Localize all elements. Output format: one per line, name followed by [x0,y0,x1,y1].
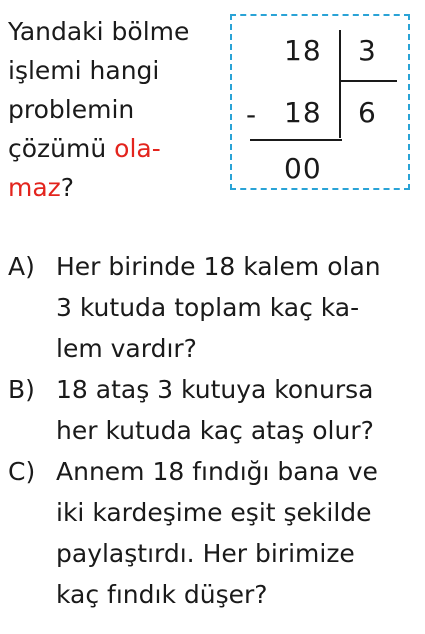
option-c-line-3: paylaştırdı. Her birimize [56,539,355,568]
option-c-line-2: iki kardeşime eşit şekilde [56,498,372,527]
option-b-text-1: 18 ataş 3 kutuya konursa [56,375,374,404]
question-line-5-red: maz [8,173,61,202]
option-b-letter: B) [8,375,35,404]
option-a-line-1 [8,246,416,287]
minus-sign: - [246,98,258,131]
option-b-line-2: her kutuda kaç ataş olur? [56,416,374,445]
question-line-5-black: ? [60,173,75,202]
option-c-letter: C) [8,457,36,486]
question-line-3: problemin [8,95,135,124]
option-c[interactable] [8,451,416,615]
question-line-2: işlemi hangi [8,56,160,85]
question-line-4-black: çözümü [8,134,115,163]
divisor: 3 [358,34,377,67]
option-c-line-1 [8,451,416,492]
quotient: 6 [358,96,377,129]
question-line-5 [8,168,220,207]
quotient-underline [339,80,397,82]
options-list [8,246,416,615]
option-c-text-1: Annem 18 fındığı bana ve [56,457,378,486]
option-a-line-2: 3 kutuda toplam kaç ka- [56,293,360,322]
question-text [8,12,220,207]
option-b[interactable] [8,369,416,451]
remainder: 00 [284,152,322,185]
division-vertical-line [339,30,341,138]
option-a[interactable] [8,246,416,369]
division-box [230,14,410,190]
subtrahend: 18 [284,96,322,129]
subtraction-line [250,139,342,141]
option-a-letter: A) [8,252,35,281]
dividend: 18 [284,34,322,67]
question-line-4-red: ola- [114,134,161,163]
option-b-line-1 [8,369,416,410]
question-line-1: Yandaki bölme [8,17,190,46]
option-c-line-4: kaç fındık düşer? [56,580,268,609]
question-line-4 [8,129,220,168]
option-a-line-3: lem vardır? [56,334,197,363]
option-a-text-1: Her birinde 18 kalem olan [56,252,381,281]
